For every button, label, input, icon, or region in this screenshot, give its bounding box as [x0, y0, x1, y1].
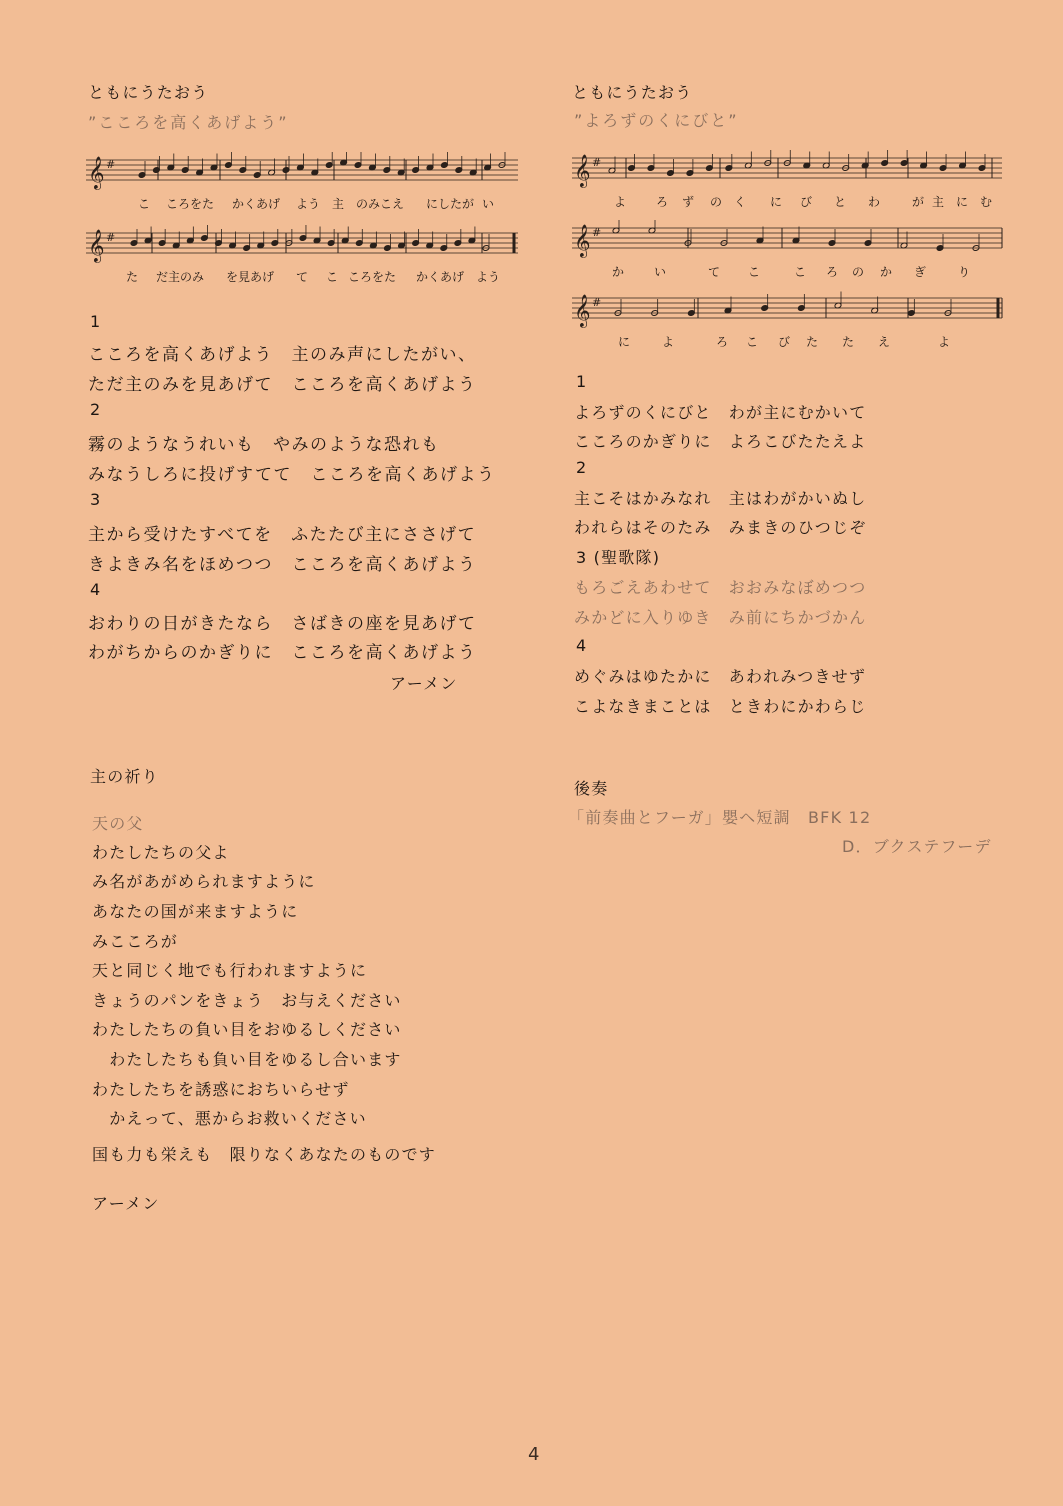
lyric-syllable: こ: [748, 265, 761, 279]
lyric-syllable: よ: [662, 335, 675, 349]
verse-line: よろずのくにびと わが主にむかいて: [574, 403, 867, 422]
lyric-syllable: よ: [938, 335, 951, 349]
treble-clef-icon: 𝄞: [574, 154, 591, 187]
treble-clef-icon: 𝄞: [574, 224, 591, 257]
lyric-syllable: に: [618, 335, 631, 349]
treble-clef-icon: 𝄞: [574, 294, 591, 327]
amen: アーメン: [390, 674, 458, 693]
treble-clef-icon: 𝄞: [88, 156, 105, 189]
lyric-syllable: よう: [296, 197, 321, 211]
lyric-syllable: む: [980, 195, 993, 209]
prayer-subtitle: 天の父: [92, 814, 144, 833]
amen: アーメン: [92, 1194, 160, 1213]
lyric-syllable: ろ: [656, 195, 669, 209]
verse-line: もろごえあわせて おおみなぼめつつ: [574, 578, 867, 597]
lyric-syllable: こ: [138, 197, 151, 211]
lyric-syllable: た: [126, 270, 139, 284]
lyric-syllable: に: [770, 195, 783, 209]
lyric-syllable: ろ: [716, 335, 729, 349]
music-staff-right-2: [572, 220, 1012, 282]
verse-number: 3 (聖歌隊): [576, 548, 661, 567]
verse-number: 2: [576, 458, 588, 477]
lyric-syllable: わ: [868, 195, 881, 209]
lyric-syllable: い: [654, 265, 667, 279]
verse-line: みなうしろに投げすてて こころを高くあげよう: [88, 465, 496, 485]
lyric-syllable: と: [834, 195, 847, 209]
verse-number: 2: [90, 400, 102, 419]
lyric-syllable: に: [956, 195, 969, 209]
sharp-icon: #: [592, 156, 602, 169]
verse-number: 4: [90, 580, 102, 599]
lyric-syllable: て: [296, 270, 309, 284]
prayer-line: 国も力も栄えも 限りなくあなたのものです: [92, 1145, 437, 1164]
prayer-line: みこころが: [92, 932, 179, 951]
lyric-syllable: かくあげ: [416, 270, 465, 284]
postlude-composer: D．ブクステフーデ: [842, 837, 992, 856]
music-staff-left-1: [86, 152, 526, 214]
verse-line: みかどに入りゆき み前にちかづかん: [574, 608, 867, 627]
prayer-line: わたしたちの負い目をおゆるしください: [92, 1020, 402, 1039]
prayer-line: わたしたちの父よ: [92, 843, 230, 862]
music-staff-right-1: [572, 150, 1012, 212]
lyric-syllable: ぎ: [914, 265, 927, 279]
hymn-heading-left: ともにうたおう: [88, 83, 209, 102]
lyric-syllable: よ: [614, 195, 627, 209]
music-staff-left-2: [86, 225, 526, 287]
prayer-line: かえって、悪からお救いください: [92, 1109, 367, 1128]
sharp-icon: #: [592, 226, 602, 239]
lyric-syllable: か: [612, 265, 625, 279]
verse-line: きよきみ名をほめつつ こころを高くあげよう: [88, 555, 477, 575]
verse-line: おわりの日がきたなら さばきの座を見あげて: [88, 614, 477, 634]
verse-number: 4: [576, 636, 588, 655]
lyric-syllable: び: [778, 335, 791, 349]
verse-line: こよなきまことは ときわにかわらじ: [574, 697, 867, 716]
prayer-heading: 主の祈り: [90, 767, 159, 786]
lyric-syllable: か: [880, 265, 893, 279]
music-staff-right-3: [572, 290, 1012, 352]
lyric-syllable: い: [482, 197, 495, 211]
sharp-icon: #: [106, 158, 116, 171]
lyric-syllable: え: [878, 335, 891, 349]
page-number: 4: [528, 1444, 540, 1465]
lyric-syllable: び: [800, 195, 813, 209]
lyric-syllable: を見あげ: [226, 270, 275, 284]
lyric-syllable: こ: [794, 265, 807, 279]
verse-line: こころのかぎりに よろこびたたえよ: [574, 432, 867, 451]
lyric-syllable: にしたが: [426, 197, 475, 211]
lyric-syllable: の: [710, 195, 723, 209]
verse-line: 霧のようなうれいも やみのような恐れも: [88, 435, 440, 455]
sharp-icon: #: [106, 231, 116, 244]
lyric-syllable: よう: [476, 270, 501, 284]
verse-line: わがちからのかぎりに こころを高くあげよう: [88, 643, 477, 663]
hymn-title-left: ”こころを高くあげよう”: [88, 113, 289, 132]
prayer-line: 天と同じく地でも行われますように: [92, 961, 368, 980]
lyric-syllable: ころをた: [166, 197, 215, 211]
prayer-line: わたしたちを誘惑におちいらせず: [92, 1080, 350, 1099]
hymn-heading-right: ともにうたおう: [572, 83, 693, 102]
prayer-line: わたしたちも負い目をゆるし合います: [92, 1050, 402, 1069]
lyric-syllable: の: [852, 265, 865, 279]
sharp-icon: #: [592, 296, 602, 309]
lyric-syllable: て: [708, 265, 721, 279]
lyric-syllable: こ: [326, 270, 339, 284]
verse-number: 1: [90, 312, 102, 331]
hymn-title-right: ”よろずのくにびと”: [574, 111, 739, 130]
lyric-syllable: 主: [932, 195, 945, 209]
lyric-syllable: ころをた: [348, 270, 397, 284]
lyric-syllable: り: [958, 265, 971, 279]
verse-line: こころを高くあげよう 主のみ声にしたがい、: [88, 345, 477, 365]
verse-number: 3: [90, 490, 102, 509]
lyric-syllable: ず: [682, 195, 695, 209]
verse-line: われらはそのたみ みまきのひつじぞ: [574, 518, 867, 537]
lyric-syllable: こ: [746, 335, 759, 349]
lyric-syllable: ろ: [826, 265, 839, 279]
prayer-line: きょうのパンをきょう お与えください: [92, 991, 402, 1010]
lyric-syllable: のみこえ: [356, 197, 405, 211]
prayer-line: あなたの国が来ますように: [92, 902, 299, 921]
lyric-syllable: た: [842, 335, 855, 349]
lyric-syllable: く: [734, 195, 747, 209]
treble-clef-icon: 𝄞: [88, 229, 105, 262]
lyric-syllable: 主: [332, 197, 345, 211]
verse-line: ただ主のみを見あげて こころを高くあげよう: [88, 375, 477, 395]
postlude-piece: 「前奏曲とフーガ」嬰ヘ短調 BFK 12: [568, 808, 872, 827]
verse-number: 1: [576, 372, 588, 391]
lyric-syllable: が: [912, 195, 925, 209]
verse-line: めぐみはゆたかに あわれみつきせず: [574, 667, 867, 686]
lyric-syllable: かくあげ: [232, 197, 281, 211]
postlude-heading: 後奏: [574, 779, 609, 798]
lyric-syllable: た: [806, 335, 819, 349]
lyric-syllable: だ主のみ: [156, 270, 205, 284]
verse-line: 主から受けたすべてを ふたたび主にささげて: [88, 525, 477, 545]
verse-line: 主こそはかみなれ 主はわがかいぬし: [574, 489, 867, 508]
prayer-line: み名があがめられますように: [92, 872, 316, 891]
